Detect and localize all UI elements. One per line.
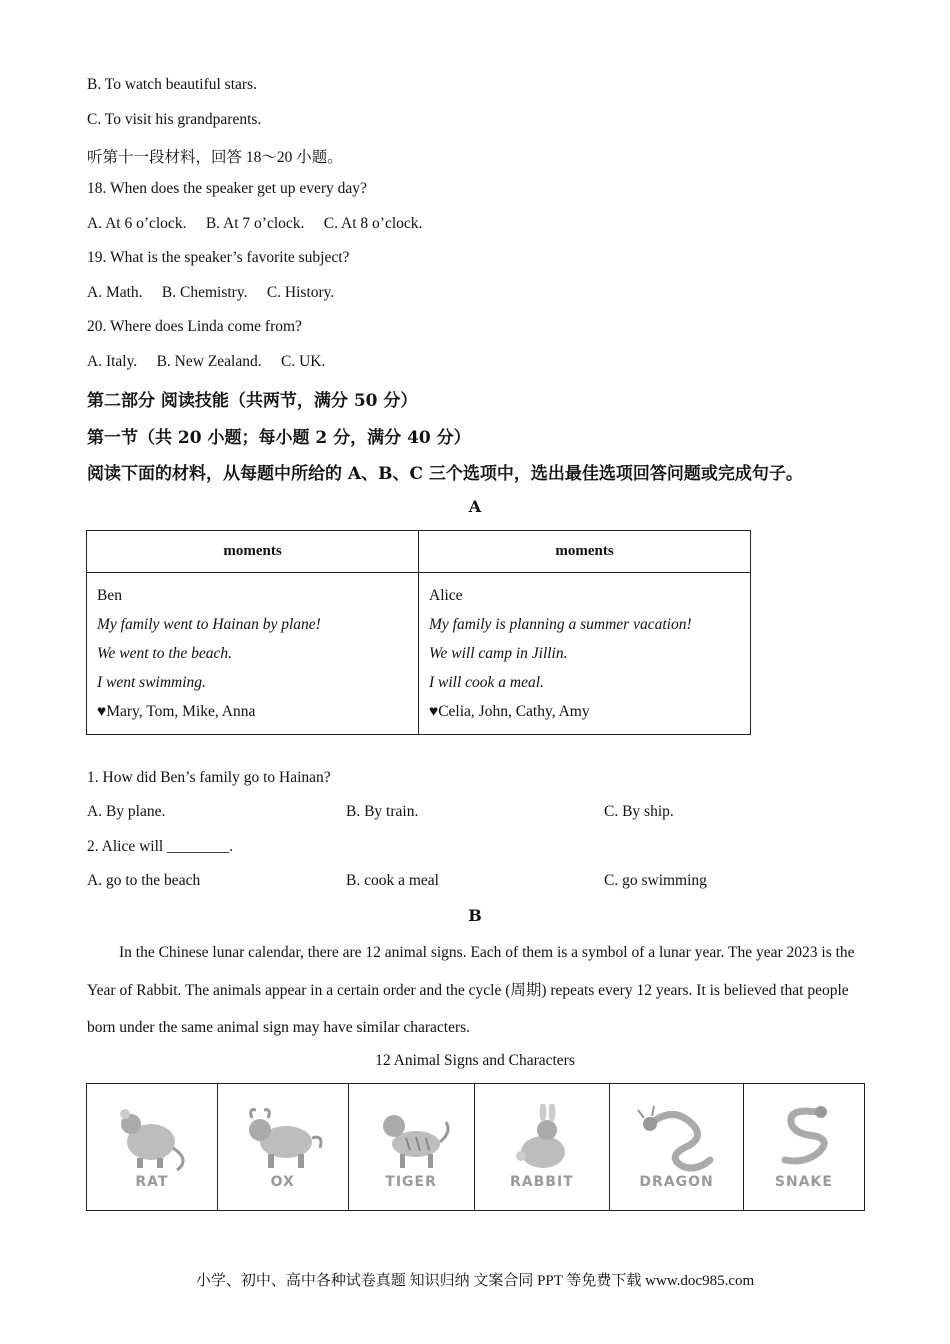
passage-b-paragraph: In the Chinese lunar calendar, there are 12 animal signs. Each of them is a symbol of a lunar year. The year 2023 is the Year of Rabbit. The animals appear in a certain order and the cycle (周期) repeats every 12 years. It is believed that people born under the same animal sign may have similar characters.	[87, 944, 855, 1036]
option: B. Chemistry.	[161, 284, 248, 301]
option: A. At 6 o’clock.	[87, 215, 187, 232]
table-row	[87, 1084, 865, 1211]
dragon-icon	[632, 1104, 722, 1174]
moments-table	[86, 530, 751, 735]
moment-line: My family is planning a summer vacation!	[429, 616, 692, 633]
option: C. UK.	[281, 353, 326, 370]
table-row	[87, 573, 751, 735]
part2-title: 第二部分 阅读技能（共两节，满分 50 分）	[87, 391, 418, 411]
animal-cell-rat	[87, 1084, 218, 1211]
likes-line: ♥Celia, John, Cathy, Amy	[429, 703, 590, 720]
option: C. At 8 o’clock.	[323, 215, 423, 232]
q1-option-a: A. By plane.	[87, 803, 166, 820]
animal-label: RABBIT	[509, 1174, 574, 1190]
tiger-icon	[366, 1104, 456, 1174]
moment-cell-ben	[87, 573, 419, 735]
ox-icon	[238, 1104, 328, 1174]
question-20-options	[87, 353, 325, 371]
section1-title: 第一节（共 20 小题；每小题 2 分，满分 40 分）	[87, 428, 471, 448]
snake-icon	[759, 1104, 849, 1174]
question-2: 2. Alice will ________.	[87, 838, 233, 855]
animal-label: OX	[270, 1174, 295, 1190]
animal-cell-snake	[743, 1084, 864, 1211]
q2-option-c: C. go swimming	[604, 872, 707, 889]
animal-cell-dragon	[610, 1084, 744, 1211]
moment-line: I will cook a meal.	[429, 674, 544, 691]
page-footer: 小学、初中、高中各种试卷真题 知识归纳 文案合同 PPT 等免费下载 www.doc985.com	[195, 1273, 755, 1289]
section-intro: 听第十一段材料，回答 18～20 小题。	[87, 149, 343, 166]
question-18-options	[87, 215, 422, 233]
animal-table-title: 12 Animal Signs and Characters	[375, 1052, 575, 1069]
option: A. Italy.	[87, 353, 138, 370]
moment-line: We will camp in Jillin.	[429, 645, 568, 662]
poster-name: Ben	[97, 587, 122, 604]
column-header: moments	[87, 531, 419, 573]
moment-line: We went to the beach.	[97, 645, 233, 662]
moment-line: My family went to Hainan by plane!	[97, 616, 321, 633]
animal-cell-ox	[217, 1084, 348, 1211]
animal-label: SNAKE	[774, 1174, 833, 1190]
question-19-options	[87, 284, 334, 302]
q1-option-b: B. By train.	[346, 803, 419, 820]
q17-option-b: B. To watch beautiful stars.	[87, 76, 257, 93]
rabbit-icon	[497, 1104, 587, 1174]
rat-icon	[107, 1104, 197, 1174]
poster-name: Alice	[429, 587, 463, 604]
column-header: moments	[419, 531, 751, 573]
animal-label: TIGER	[385, 1174, 437, 1190]
passage-a-label: A	[468, 497, 482, 516]
reading-instruction: 阅读下面的材料，从每题中所给的 A、B、C 三个选项中，选出最佳选项回答问题或完成句子。	[87, 464, 803, 484]
table-header-row	[87, 531, 751, 573]
question-1: 1. How did Ben’s family go to Hainan?	[87, 769, 331, 786]
passage-b-label: B	[468, 906, 482, 925]
animal-label: DRAGON	[639, 1174, 714, 1190]
question-18: 18. When does the speaker get up every day?	[87, 180, 367, 197]
option: B. At 7 o’clock.	[205, 215, 305, 232]
animal-label: RAT	[135, 1174, 169, 1190]
q1-option-c: C. By ship.	[604, 803, 674, 820]
q2-option-a: A. go to the beach	[87, 872, 201, 889]
q17-option-c: C. To visit his grandparents.	[87, 111, 262, 128]
moment-cell-alice	[419, 573, 751, 735]
animal-cell-rabbit	[474, 1084, 610, 1211]
option: C. History.	[266, 284, 335, 301]
likes-line: ♥Mary, Tom, Mike, Anna	[97, 703, 256, 720]
animal-signs-table	[86, 1083, 865, 1211]
moment-line: I went swimming.	[97, 674, 206, 691]
q2-option-b: B. cook a meal	[346, 872, 439, 889]
animal-cell-tiger	[348, 1084, 474, 1211]
option: B. New Zealand.	[156, 353, 262, 370]
question-20: 20. Where does Linda come from?	[87, 318, 302, 335]
option: A. Math.	[87, 284, 143, 301]
question-19: 19. What is the speaker’s favorite subject?	[87, 249, 350, 266]
